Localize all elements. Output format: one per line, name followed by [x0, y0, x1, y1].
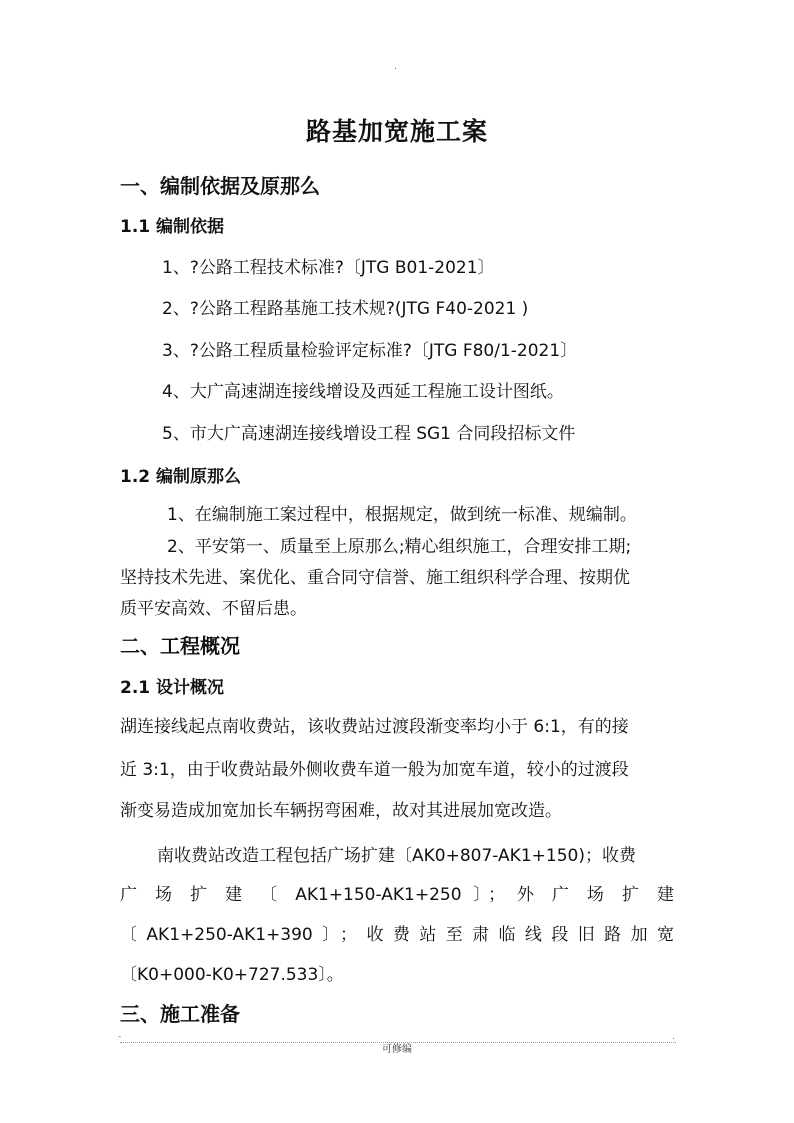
- reference-item-3: 3、?公路工程质量检验评定标准?〔JTG F80/1-2021〕: [162, 341, 578, 361]
- design-para2-line2: 广 场 扩 建 〔 AK1+150-AK1+250 〕； 外 广 场 扩 建: [120, 885, 674, 905]
- design-para2-line3: 〔AK1+250-AK1+390〕；收费站至肃临线段旧路加宽: [120, 925, 674, 945]
- section1-heading: 一、编制依据及原那么: [120, 174, 320, 198]
- principle-2-line2: 坚持技术先进、案优化、重合同守信誉、施工组织科学合理、按期优: [120, 568, 630, 588]
- footer-right-mark: .: [672, 1032, 675, 1042]
- principle-1: 1、在编制施工案过程中，根据规定，做到统一标准、规编制。: [167, 505, 637, 525]
- reference-item-1: 1、?公路工程技术标准?〔JTG B01-2021〕: [162, 258, 495, 278]
- principle-2-line1: 2、平安第一、质量至上原那么;精心组织施工，合理安排工期;: [167, 537, 632, 557]
- principle-2-line3: 质平安高效、不留后患。: [120, 599, 307, 619]
- design-para1-line2: 近 3:1，由于收费站最外侧收费车道一般为加宽车道，较小的过渡段: [120, 760, 629, 780]
- reference-item-4: 4、大广高速湖连接线增设及西延工程施工设计图纸。: [162, 382, 564, 402]
- footer-left-mark: -: [118, 1032, 122, 1042]
- section1-2-heading: 1.2 编制原那么: [120, 467, 242, 487]
- section1-1-heading: 1.1 编制依据: [120, 217, 225, 237]
- footer-text: 可修编: [382, 1044, 412, 1055]
- design-para2-line4: 〔K0+000-K0+727.533〕。: [120, 965, 344, 985]
- section3-heading: 三、施工准备: [120, 1002, 240, 1026]
- section2-heading: 二、工程概况: [120, 634, 240, 658]
- document-title: 路基加宽施工案: [305, 117, 488, 146]
- reference-item-5: 5、市大广高速湖连接线增设工程 SG1 合同段招标文件: [162, 424, 576, 444]
- design-para1-line3: 渐变易造成加宽加长车辆拐弯困难，故对其进展加宽改造。: [120, 801, 562, 821]
- section2-1-heading: 2.1 设计概况: [120, 678, 225, 698]
- design-para1-line1: 湖连接线起点南收费站，该收费站过渡段渐变率均小于 6:1，有的接: [120, 717, 629, 737]
- header-mark: .: [394, 62, 397, 72]
- design-para2-line1: 南收费站改造工程包括广场扩建〔AK0+807-AK1+150)；收费: [157, 846, 636, 866]
- reference-item-2: 2、?公路工程路基施工技术规?(JTG F40-2021 ): [162, 299, 529, 319]
